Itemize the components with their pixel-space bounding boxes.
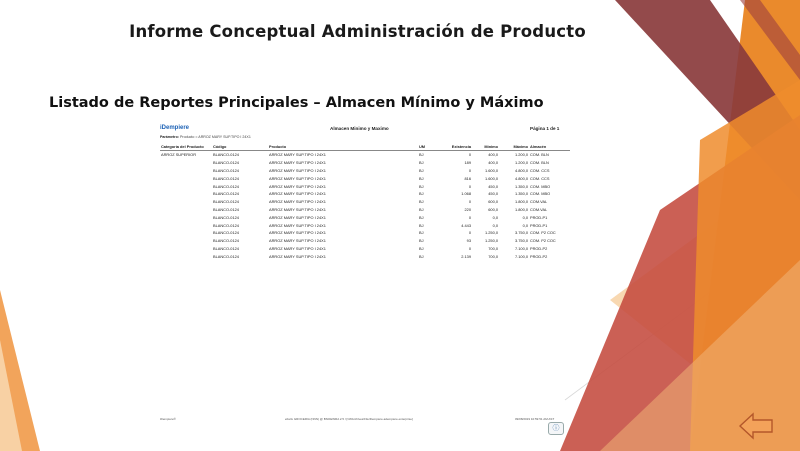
table-cell: BJ: [419, 167, 424, 173]
table-cell: 189: [464, 160, 471, 166]
table-cell: PROD-P1: [530, 214, 548, 220]
table-cell: ARROZ MARY SUP.TIPO I 24X1: [269, 245, 326, 251]
table-cell: [160, 174, 212, 182]
table-row: [160, 221, 570, 229]
table-cell: 400,0: [488, 160, 498, 166]
table-cell: COM. P2 COC: [530, 230, 556, 236]
table-row: [160, 151, 570, 159]
table-cell: 700,0: [488, 253, 498, 259]
table-cell: BJ: [419, 206, 424, 212]
left-light-wedge: [0, 340, 22, 451]
table-cell: ARROZ MARY SUP.TIPO I 24X1: [269, 238, 326, 244]
table-cell: 3.750,0: [515, 230, 528, 236]
table-cell: 2.139: [461, 253, 471, 259]
params-value: ARROZ MARY SUP.TIPO I 24X1: [198, 135, 251, 139]
table-cell: 4.800,0: [515, 167, 528, 173]
report-table: [160, 143, 570, 260]
params-op: =: [195, 135, 198, 139]
table-row: [160, 159, 570, 167]
right-red-triangle: [560, 115, 800, 451]
table-cell: [160, 213, 212, 221]
table-cell: BJ: [419, 214, 424, 220]
table-cell: 1.600,0: [485, 167, 498, 173]
table-cell: 1.250,0: [485, 238, 498, 244]
table-cell: 816: [464, 175, 471, 181]
table-cell: [160, 206, 212, 214]
table-cell: 1.350,0: [515, 183, 528, 189]
table-row: [160, 213, 570, 221]
table-cell: 3.750,0: [515, 238, 528, 244]
table-cell: 0,0: [522, 222, 528, 228]
table-cell: ARROZ MARY SUP.TIPO I 24X1: [269, 206, 326, 212]
table-cell: [160, 190, 212, 198]
table-cell: [160, 182, 212, 190]
table-cell: BJ: [419, 191, 424, 197]
report-brand-logo: iDempiere: [160, 125, 190, 131]
table-cell: COM. CCS: [530, 167, 550, 173]
table-cell: PROD-P2: [530, 245, 548, 251]
table-cell: BLANCO-0124: [213, 183, 239, 189]
table-row: [160, 174, 570, 182]
table-cell: 1.800,0: [515, 199, 528, 205]
table-cell: 0: [468, 230, 471, 236]
table-cell: BLANCO-0124: [213, 152, 239, 158]
table-cell: 220: [464, 206, 471, 212]
table-cell: 0: [468, 152, 471, 158]
table-cell: COM. MBO: [530, 191, 551, 197]
table-cell: [160, 198, 212, 206]
table-row: [160, 237, 570, 245]
table-cell: ARROZ MARY SUP.TIPO I 24X1: [269, 253, 326, 259]
table-cell: [160, 245, 212, 253]
table-row: [160, 182, 570, 190]
table-cell: 450,0: [488, 183, 498, 189]
table-cell: ARROZ SUPERIOR: [161, 152, 197, 158]
table-cell: 450,0: [488, 191, 498, 197]
table-cell: BJ: [419, 222, 424, 228]
table-cell: 1.250,0: [485, 230, 498, 236]
table-row: [160, 245, 570, 253]
table-cell: BLANCO-0124: [213, 245, 239, 251]
report-parameters: [160, 135, 251, 139]
table-cell: ARROZ MARY SUP.TIPO I 24X1: [269, 199, 326, 205]
table-cell: [160, 229, 212, 237]
report-title: Almacen Minimo y Maximo: [330, 126, 389, 131]
table-cell: COM. MBO: [530, 183, 551, 189]
table-cell: [160, 237, 212, 245]
table-cell: BLANCO-0124: [213, 206, 239, 212]
params-field: Producto: [179, 135, 195, 139]
params-label: Parámetro:: [160, 135, 179, 139]
column-header: Producto: [268, 143, 418, 151]
right-orange-triangle: [690, 80, 800, 451]
table-cell: 0: [468, 167, 471, 173]
table-cell: BJ: [419, 253, 424, 259]
table-cell: BLANCO-0124: [213, 222, 239, 228]
table-cell: 7.100,0: [515, 245, 528, 251]
table-cell: 1.200,0: [515, 160, 528, 166]
table-cell: ARROZ MARY SUP.TIPO I 24X1: [269, 167, 326, 173]
table-cell: 7.100,0: [515, 253, 528, 259]
table-cell: 4.443: [461, 222, 471, 228]
report-page-number: Página 1 de 1: [530, 126, 560, 131]
table-cell: BJ: [419, 238, 424, 244]
slide-subtitle: Listado de Reportes Principales – Almacen Mínimo y Máximo: [49, 95, 544, 111]
table-cell: 1.068: [461, 191, 471, 197]
table-cell: [160, 159, 212, 167]
table-row: [160, 229, 570, 237]
table-cell: COM.VAL: [530, 199, 548, 205]
table-cell: ARROZ MARY SUP.TIPO I 24X1: [269, 230, 326, 236]
table-row: [160, 167, 570, 175]
table-cell: BLANCO-0124: [213, 230, 239, 236]
table-row: [160, 206, 570, 214]
table-cell: COM. P2 COC: [530, 238, 556, 244]
table-cell: COM. BLN: [530, 152, 549, 158]
table-cell: 600,0: [488, 199, 498, 205]
table-cell: 0: [468, 245, 471, 251]
back-arrow-icon[interactable]: [738, 412, 774, 440]
table-cell: BJ: [419, 230, 424, 236]
table-cell: PROD-P2: [530, 253, 548, 259]
right-dark-strip: [740, 0, 800, 80]
table-cell: 1.350,0: [515, 191, 528, 197]
column-header: Máximo: [499, 143, 529, 151]
table-cell: [160, 221, 212, 229]
table-cell: 0: [468, 183, 471, 189]
table-cell: BLANCO-0124: [213, 175, 239, 181]
table-cell: BLANCO-0124: [213, 253, 239, 259]
table-cell: 4.800,0: [515, 175, 528, 181]
table-cell: ARROZ MARY SUP.TIPO I 24X1: [269, 191, 326, 197]
report-preview: [160, 123, 570, 423]
table-cell: ARROZ MARY SUP.TIPO I 24X1: [269, 222, 326, 228]
table-cell: BLANCO-0124: [213, 238, 239, 244]
table-cell: ARROZ MARY SUP.TIPO I 24X1: [269, 214, 326, 220]
report-footer-right: 09/08/2019 10:59:51 AM AST: [515, 417, 555, 421]
right-light-wedge: [610, 160, 800, 451]
table-cell: 0,0: [522, 214, 528, 220]
table-cell: [160, 167, 212, 175]
column-header: Existencia: [438, 143, 472, 151]
table-cell: 0,0: [492, 222, 498, 228]
table-cell: 93: [466, 238, 471, 244]
table-cell: ARROZ MARY SUP.TIPO I 24X1: [269, 160, 326, 166]
table-cell: PROD-P1: [530, 222, 548, 228]
table-cell: 0: [468, 199, 471, 205]
table-cell: [160, 252, 212, 260]
table-cell: 0,0: [492, 214, 498, 220]
table-cell: BJ: [419, 152, 424, 158]
table-row: [160, 190, 570, 198]
table-cell: COM. BLN: [530, 160, 549, 166]
table-cell: BLANCO-0124: [213, 160, 239, 166]
table-cell: BLANCO-0124: [213, 199, 239, 205]
slide-title: Informe Conceptual Administración de Producto: [129, 22, 586, 41]
column-header: Código: [212, 143, 268, 151]
table-cell: 0: [468, 214, 471, 220]
table-cell: ARROZ MARY SUP.TIPO I 24X1: [269, 175, 326, 181]
table-cell: 1.200,0: [515, 152, 528, 158]
table-cell: COM.VAL: [530, 206, 548, 212]
table-cell: BLANCO-0124: [213, 214, 239, 220]
table-cell: 1.600,0: [485, 175, 498, 181]
left-orange-wedge: [0, 290, 40, 451]
table-cell: BJ: [419, 245, 424, 251]
table-cell: COM. CCS: [530, 175, 550, 181]
table-cell: BJ: [419, 160, 424, 166]
table-row: [160, 252, 570, 260]
table-cell: BJ: [419, 199, 424, 205]
table-row: [160, 198, 570, 206]
table-cell: BLANCO-0124: [213, 167, 239, 173]
table-cell: ARROZ MARY SUP.TIPO I 24X1: [269, 183, 326, 189]
right-orange-band: [690, 0, 800, 451]
report-footer-left: iDempiere®: [160, 417, 176, 421]
table-cell: BJ: [419, 183, 424, 189]
table-cell: 1.800,0: [515, 206, 528, 212]
column-header: Categoría del Producto: [160, 143, 212, 151]
table-cell: BJ: [419, 175, 424, 181]
column-header: UM: [418, 143, 438, 151]
table-cell: ARROZ MARY SUP.TIPO I 24X1: [269, 152, 326, 158]
table-cell: 400,0: [488, 152, 498, 158]
table-cell: BLANCO-0124: [213, 191, 239, 197]
column-header: Mínimo: [472, 143, 499, 151]
table-cell: 600,0: [488, 206, 498, 212]
report-footer-middle: eFelix GROCERIA (NNN) @ BNOEWRA 2.5 / [\/WArchives/File/Dempiere.adempiere.enterprise]: [285, 417, 413, 421]
info-icon[interactable]: ⓘ: [548, 422, 564, 435]
column-header: Almacén: [529, 143, 570, 151]
table-cell: 700,0: [488, 245, 498, 251]
